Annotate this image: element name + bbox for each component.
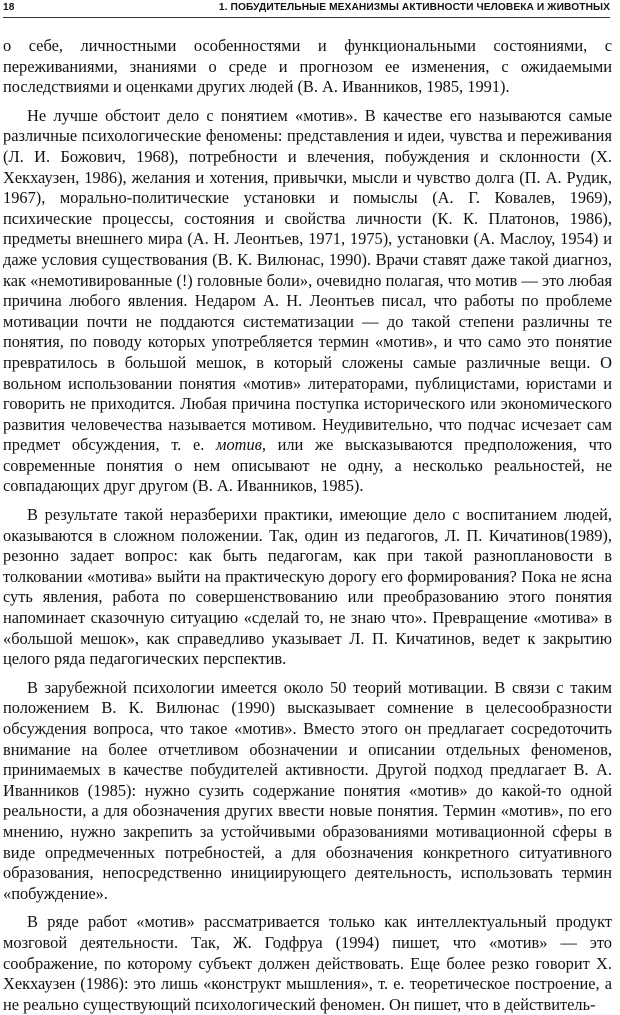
header-rule (3, 17, 610, 18)
body-text (3, 36, 612, 1015)
paragraph-foreign-psychology (3, 678, 612, 905)
paragraph-intellectual-product (3, 912, 612, 1015)
paragraph-text: о себе, личностными особенностями и функциональными состояниями, с переживаниями, знаниями о среде и прогнозом ее изменения, с ожидаемыми последствиями и оценками других людей (В. А. Иванников, 1985, 1991). (3, 36, 612, 97)
paragraph-motive-concept (3, 106, 612, 497)
paragraph-text: В результате такой неразберихи практики, имеющие дело с воспитанием людей, оказываются в сложном положении. Так, один из педагогов, Л. П. Кичатинов(1989), резонно задает вопрос: как быть педагогам, как при такой разноплановости в толковании «мотива» выйти на практическую дорогу его формирования? Пока не ясна суть явления, работа по совершенствованию или преобразованию этого понятия напоминает сказочную ситуацию «сделай то, не знаю что». Превращение «мотива» в «большой мешок», как справедливо указывает Л. П. Кичатинов, ведет к закрытию целого ряда педагогических перспектив. (3, 505, 612, 669)
paragraph-text: В ряде работ «мотив» рассматривается только как интеллектуальный продукт мозговой деятельности. Так, Ж. Годфруа (1994) пишет, что «мотив» — это соображение, по которому субъект должен действовать. Еще более резко говорит Х. Хекхаузен (1986): это лишь «конструкт мышления», т. е. теоретическое построение, а не реально существующий психологический феномен. Он пишет, что в действитель- (3, 912, 612, 1014)
italic-emphasis: мотив, (216, 435, 266, 455)
paragraph-text: Не лучше обстоит дело с понятием «мотив». В качестве его называются самые различные психологические феномены: представления и идеи, чувства и переживания (Л. И. Божович, 1968), потребности и влечения, побуждения и склонности (Х. Хекхаузен, 1986), желания и хотения, привычки, мысли и чувство долга (П. А. Рудик, 1967), морально-политические установки и помыслы (А. Г. Ковалев, 1969), психические процессы, состояния и свойства личности (К. К. Платонов, 1986), предметы внешнего мира (А. Н. Леонтьев, 1971, 1975), установки (А. Маслоу, 1954) и даже условия существования (В. К. Вилюнас, 1990). Врачи ставят даже такой диагноз, как «немотивированные (!) головные боли», очевидно полагая, что мотив — это любая причина любого явления. Недаром А. Н. Леонтьев писал, что работы по проблеме мотивации почти не поддаются систематизации — до такой степени различны те понятия, по поводу которых употребляется термин «мотив», и что само это понятие превратилось в большой мешок, в который сложены самые различные вещи. О вольном использовании понятия «мотив» литераторами, публицистами, юристами и говорить не приходится. Любая причина поступка исторического или экономического развития человечества называется мотивом. Неудивительно, что подчас исчезает сам предмет обсуждения, т. е. (3, 105, 612, 455)
running-head (0, 2, 620, 18)
paragraph-continuation (3, 36, 612, 98)
paragraph-text: или же высказываются предположения, что современные понятия о нем описывают не одну, а несколько реальностей, не совпадающих друг другом (В. А. Иванников, 1985). (3, 435, 612, 496)
chapter-title: 1. ПОБУДИТЕЛЬНЫЕ МЕХАНИЗМЫ АКТИВНОСТИ ЧЕЛОВЕКА И ЖИВОТНЫХ (218, 2, 610, 13)
page-number: 18 (3, 2, 15, 13)
paragraph-text: В зарубежной психологии имеется около 50 теорий мотивации. В связи с таким положением В. К. Вилюнас (1990) высказывает сомнение в целесообразности обсуждения вопроса, что такое «мотив». Вместо этого он предлагает сосредоточить внимание на более отчетливом обозначении и описании отдельных феноменов, принимаемых в качестве побудителей активности. Другой подход предлагает В. А. Иванников (1985): нужно сузить содержание понятия «мотив» до какой-то одной реальности, а для обозначения других ввести новые понятия. Термин «мотив», по его мнению, нужно закрепить за устойчивыми образованиями мотивационной сферы в виде опредмеченных потребностей, а для обозначения конкретного ситуативного образования, непосредственно инициирующего деятельность, использовать термин «побуждение». (3, 677, 612, 903)
paragraph-practitioners (3, 505, 612, 670)
